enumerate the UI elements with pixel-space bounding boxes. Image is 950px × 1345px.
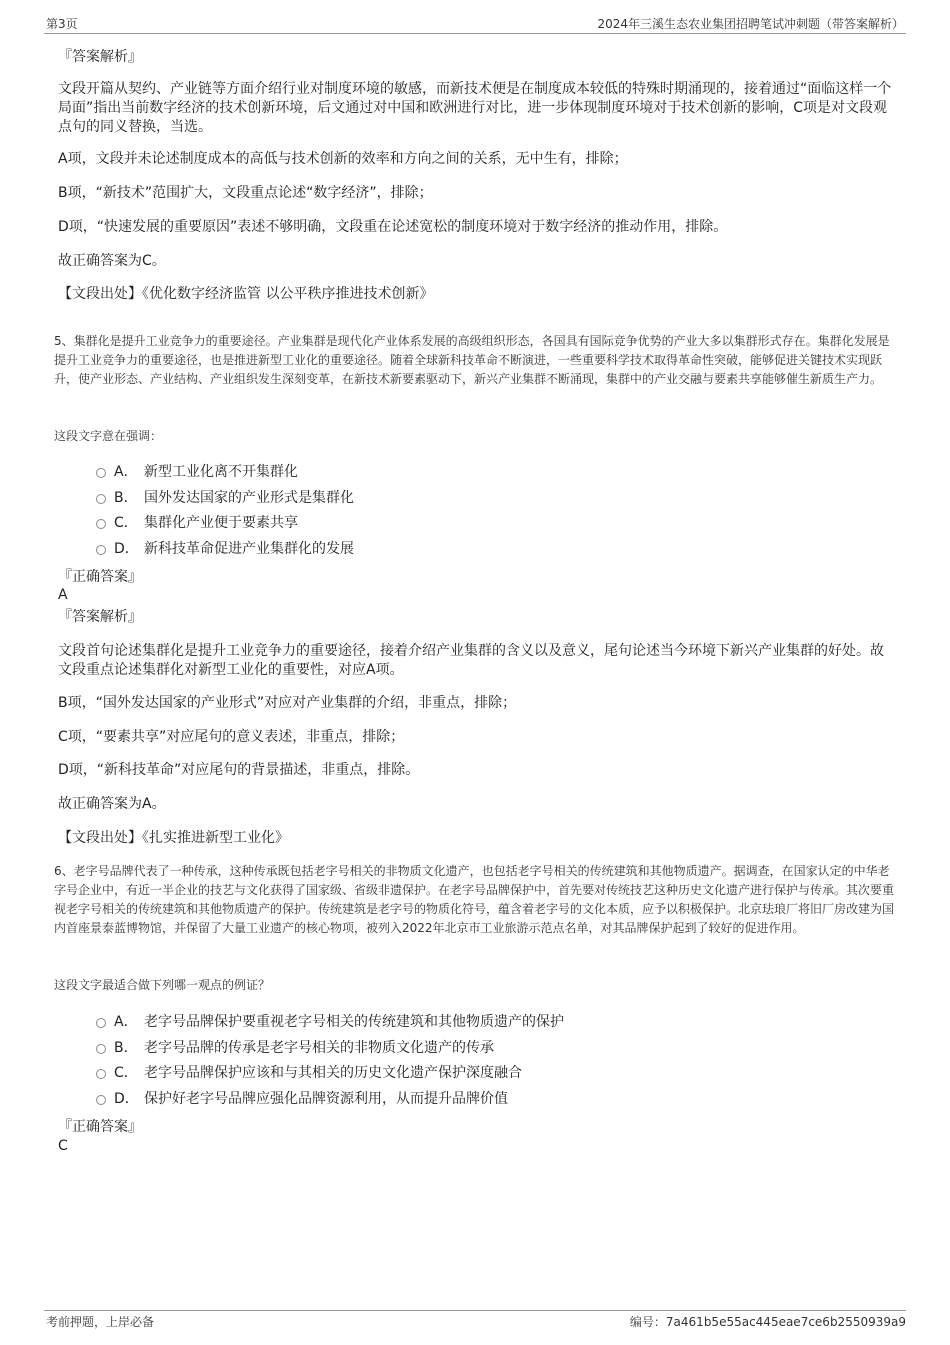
q5-line-d: D项，“新科技革命”对应尾句的背景描述，非重点，排除。 [58,762,420,778]
q5-analysis-paragraph: 文段首句论述集群化是提升工业竞争力的重要途径，接着介绍产业集群的含义以及意义，尾句论述当今环境下新兴产业集群的好处。故文段重点论述集群化对新型工业化的重要性，对应A项。 [58,643,884,678]
radio-icon[interactable] [96,468,106,478]
q5-analysis-label: 『答案解析』 [58,609,142,625]
q5-conclusion: 故正确答案为A。 [58,796,166,812]
q5-line-c: C项，“要素共享”对应尾句的意义表述，非重点，排除； [58,729,405,745]
footer-code [630,1313,906,1330]
footer-divider [44,1310,906,1311]
q5-question: 这段文字意在强调： [54,429,163,443]
q6-correct-label: 『正确答案』 [58,1119,142,1135]
footer-code-label: 编号： [629,1315,666,1329]
q6-correct-answer: C [58,1138,68,1154]
radio-icon[interactable] [96,494,106,504]
q4-source: 【文段出处】《优化数字经济监管 以公平秩序推进技术创新》 [58,286,434,302]
footer-slogan: 考前押题，上岸必备 [46,1315,155,1329]
q6-question: 这段文字最适合做下列哪一观点的例证？ [54,978,271,992]
q4-line-d: D项，“快速发展的重要原因”表述不够明确，文段重在论述宽松的制度环境对于数字经济的推动作用，排除。 [58,219,728,235]
radio-icon[interactable] [96,545,106,555]
radio-icon[interactable] [96,1044,106,1054]
footer-code-value: 7a461b5e55ac445eae7ce6b2550939a9 [665,1315,906,1329]
q5-line-b: B项，“国外发达国家的产业形式”对应对产业集群的介绍，非重点，排除； [58,695,517,711]
radio-icon[interactable] [96,1018,106,1028]
q5-stem: 5、集群化是提升工业竞争力的重要途径。产业集群是现代化产业体系发展的高级组织形态，各国具有国际竞争优势的产业大多以集群形式存在。集群化发展是提升工业竞争力的重要途径，也是推进新型工业化的重要途径。随着全球新科技革命不断演进，一些重要科学技术取得革命性突破，能够促进关键技术实现跃升，使产业形态、产业结构、产业组织发生深刻变革，在新技术新要素驱动下，新兴产业集群不断涌现，集群中的产业交融与要素共享能够催生新质生产力。 [54,334,890,386]
q4-analysis-label: 『答案解析』 [58,49,142,65]
q5-source: 【文段出处】《扎实推进新型工业化》 [58,830,289,846]
q6-stem: 6、老字号品牌代表了一种传承，这种传承既包括老字号相关的非物质文化遗产，也包括老字号相关的传统建筑和其他物质遗产。据调查，在国家认定的中华老字号企业中，有近一半企业的技艺与文化获得了国家级、省级非遗保护。在老字号品牌保护中，首先要对传统技艺这种历史文化遗产进行保护与传承。其次要重视老字号相关的传统建筑和其他物质遗产的保护。传统建筑是老字号的物质化符号，蕴含着老字号的文化本质，应予以积极保护。北京珐琅厂将旧厂房改建为国内首座景泰蓝博物馆，并保留了大量工业遗产的核心物项，被列入2022年北京市工业旅游示范点名单，对其品牌保护起到了较好的促进作用。 [54,864,895,935]
q4-conclusion: 故正确答案为C。 [58,253,166,269]
radio-icon[interactable] [96,519,106,529]
page-number: 第3页 [46,17,78,31]
q4-line-a: A项，文段并未论述制度成本的高低与技术创新的效率和方向之间的关系，无中生有，排除； [58,151,628,167]
q4-line-b: B项，“新技术”范围扩大，文段重点论述“数字经济”，排除； [58,185,433,201]
q5-correct-answer: A [58,587,68,603]
radio-icon[interactable] [96,1069,106,1079]
header-divider [44,33,906,34]
document-title: 2024年三溪生态农业集团招聘笔试冲刺题（带答案解析） [597,17,904,31]
radio-icon[interactable] [96,1095,106,1105]
q5-correct-label: 『正确答案』 [58,569,142,585]
q4-analysis-paragraph: 文段开篇从契约、产业链等方面介绍行业对制度环境的敏感，而新技术便是在制度成本较低的特殊时期涌现的，接着通过“面临这样一个局面”指出当前数字经济的技术创新环境，后文通过对中国和欧洲进行对比，进一步体现制度环境对于技术创新的影响，C项是对文段观点句的同义替换，当选。 [58,81,892,135]
